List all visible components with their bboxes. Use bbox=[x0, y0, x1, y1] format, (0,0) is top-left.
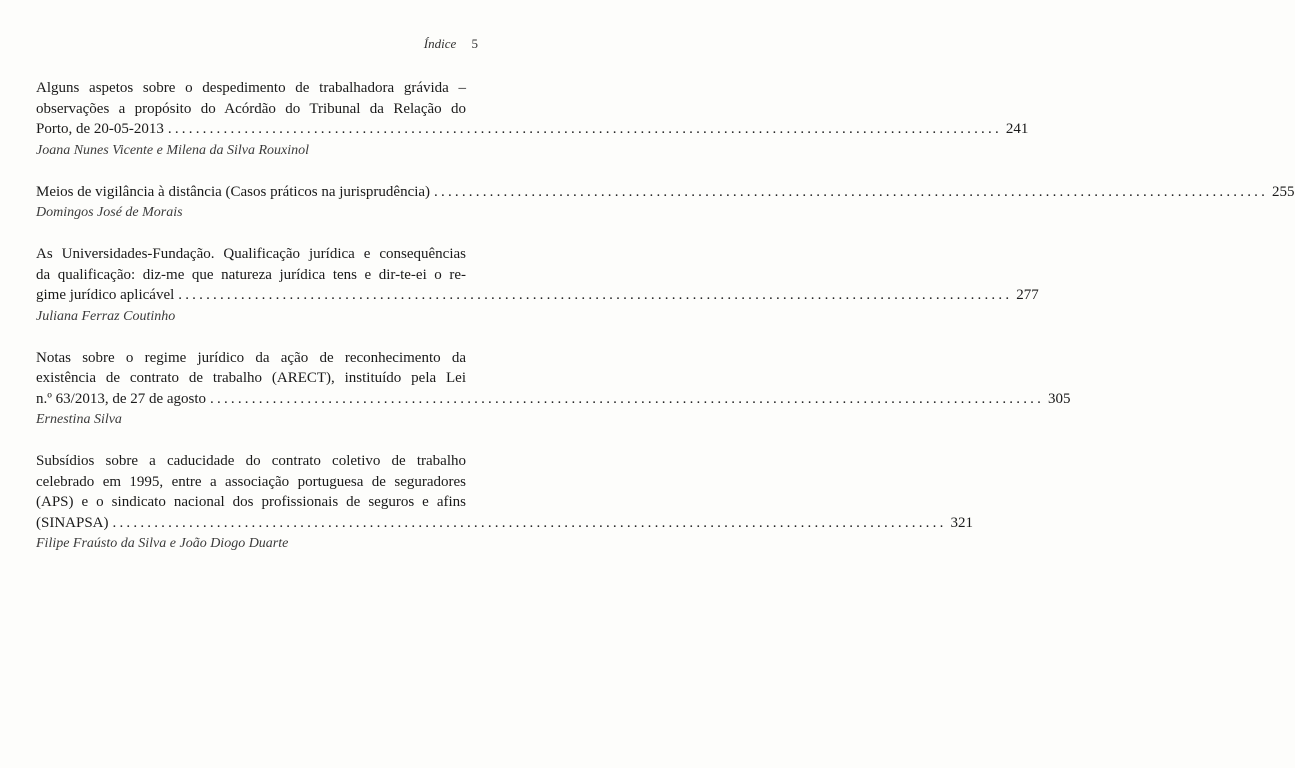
entry-title-last-line bbox=[36, 182, 1295, 203]
entry-title-text: n.º 63/2013, de 27 de agosto bbox=[36, 390, 207, 407]
dot-leader: ........................................................................................................................ bbox=[112, 514, 947, 531]
entry-title-line: existência de contrato de trabalho (ARECT), instituído pela Lei bbox=[36, 370, 466, 386]
entry-title-last-line bbox=[36, 513, 974, 534]
entry-title-line: (APS) e o sindicato nacional dos profissionais de seguros e afins bbox=[36, 494, 466, 510]
running-header bbox=[424, 36, 478, 52]
entry-page-number: 321 bbox=[950, 514, 974, 531]
entry-title-line: Subsídios sobre a caducidade do contrato coletivo de trabalho bbox=[36, 453, 466, 469]
entry-title-last-line bbox=[36, 119, 1029, 140]
entry-title-text: (SINAPSA) bbox=[36, 514, 109, 531]
entry-authors: Joana Nunes Vicente e Milena da Silva Rouxinol bbox=[36, 142, 310, 158]
entry-title-last-line bbox=[36, 389, 1071, 410]
entry-title-text: Meios de vigilância à distância (Casos práticos na jurisprudência) bbox=[36, 183, 431, 200]
entry-page-number: 305 bbox=[1048, 390, 1071, 407]
entry-title-line: Notas sobre o regime jurídico da ação de reconhecimento da bbox=[36, 349, 466, 366]
entry-title-line: celebrado em 1995, entre a associação portuguesa de seguradores bbox=[36, 473, 466, 490]
entry-title-last-line bbox=[36, 285, 1039, 306]
toc-entry[interactable] bbox=[36, 348, 1071, 430]
header-title: Índice bbox=[423, 36, 457, 51]
dot-leader: ........................................................................................................................ bbox=[178, 287, 1013, 303]
entry-authors: Domingos José de Morais bbox=[36, 205, 183, 220]
entry-authors: Juliana Ferraz Coutinho bbox=[36, 308, 176, 324]
toc-entry[interactable] bbox=[36, 451, 974, 553]
entry-title-line: da qualificação: diz-me que natureza jurídica tens e dir-te-ei o re- bbox=[36, 266, 466, 283]
dot-leader: ........................................................................................................................ bbox=[210, 390, 1045, 407]
toc-entry[interactable] bbox=[36, 182, 1295, 223]
entry-authors: Filipe Fraústo da Silva e João Diogo Duarte bbox=[36, 536, 289, 551]
dot-leader: ........................................................................................................................ bbox=[434, 183, 1269, 200]
header-page-number: 5 bbox=[471, 36, 478, 51]
toc-entry[interactable] bbox=[36, 78, 1029, 160]
entry-authors: Ernestina Silva bbox=[36, 412, 122, 427]
dot-leader: ........................................................................................................................ bbox=[167, 121, 1002, 137]
entry-page-number: 277 bbox=[1016, 287, 1039, 303]
entry-title-line: Alguns aspetos sobre o despedimento de trabalhadora grávida – bbox=[36, 80, 466, 96]
entry-title-line: observações a propósito do Acórdão do Tribunal da Relação do bbox=[36, 100, 466, 117]
entry-title-line: As Universidades-Fundação. Qualificação jurídica e consequências bbox=[36, 246, 466, 262]
entry-title-text: gime jurídico aplicável bbox=[36, 287, 175, 303]
entry-page-number: 241 bbox=[1005, 121, 1029, 137]
table-of-contents bbox=[36, 78, 1295, 575]
entry-title-text: Porto, de 20-05-2013 bbox=[36, 121, 164, 137]
entry-page-number: 255 bbox=[1272, 183, 1295, 200]
toc-entry[interactable] bbox=[36, 244, 1039, 326]
